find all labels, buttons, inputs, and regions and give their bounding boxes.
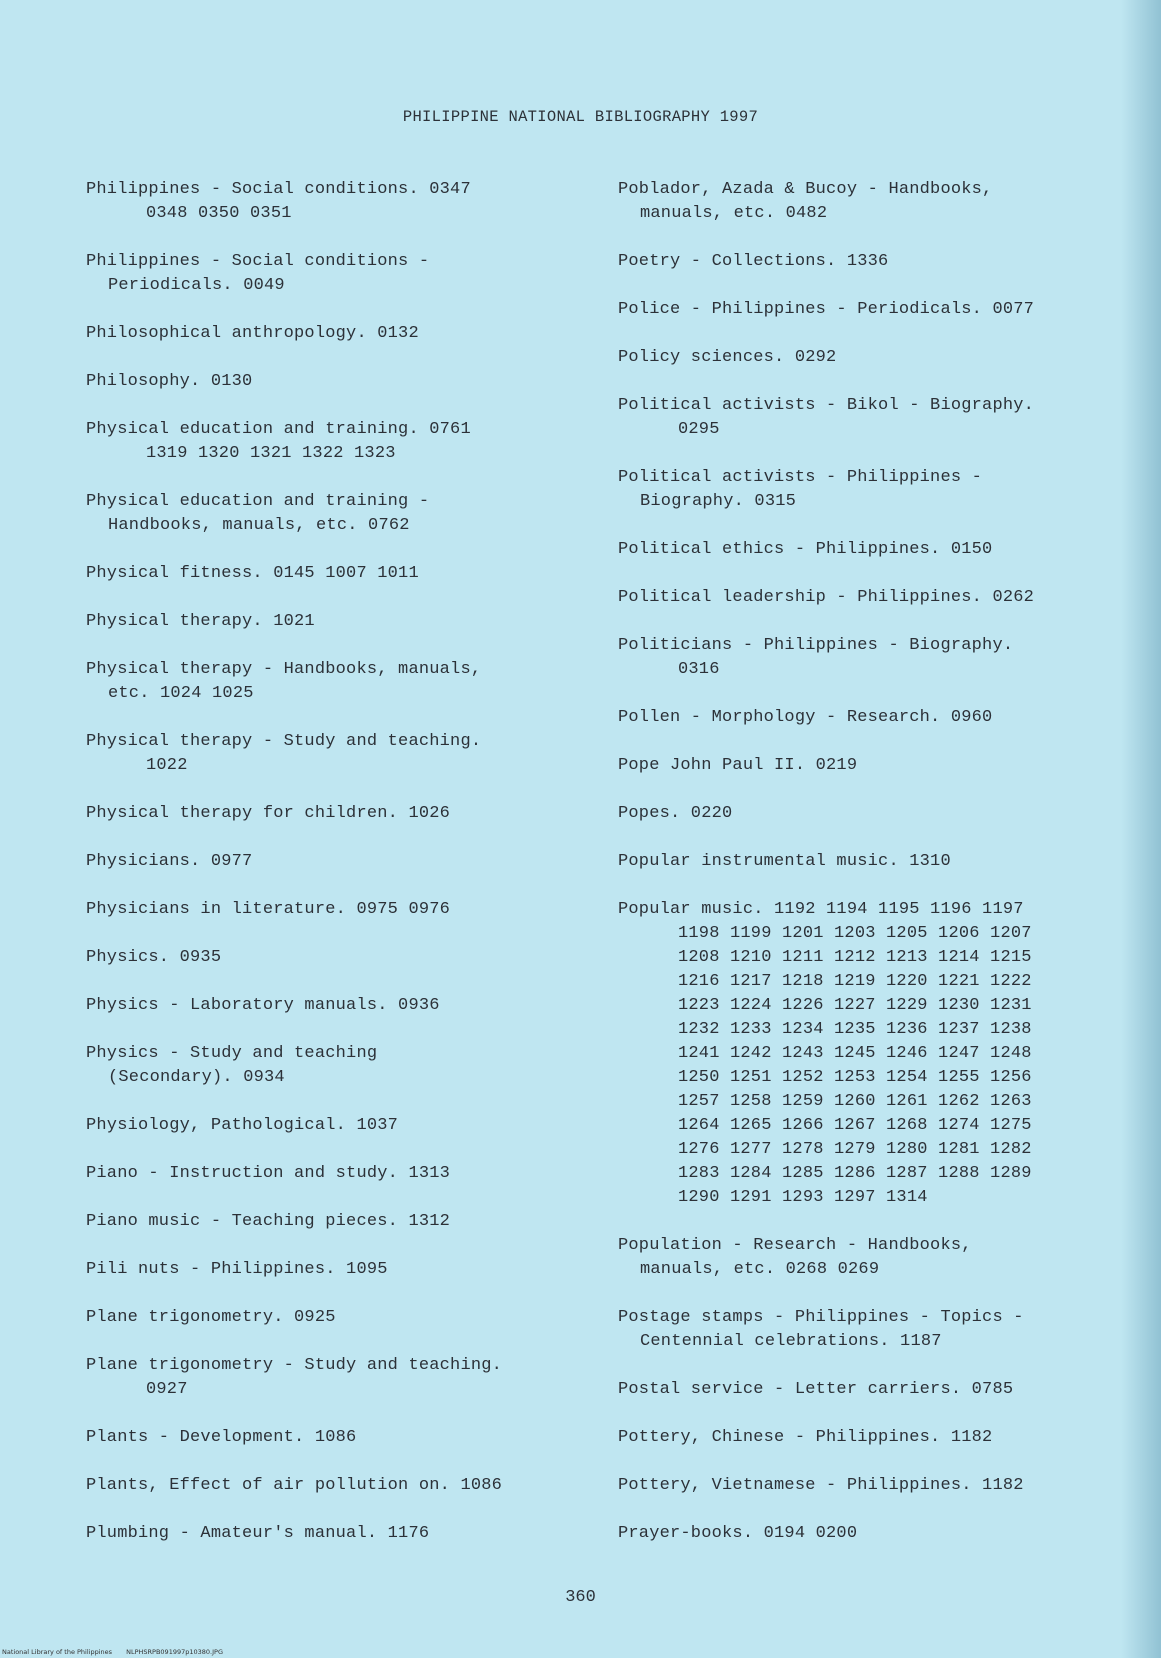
index-entry (86, 1042, 586, 1090)
entry-heading: Pottery, Chinese - Philippines. 1182 (618, 1428, 993, 1447)
index-entry (618, 394, 1138, 442)
entry-continuation: 0316 (678, 660, 720, 679)
entry-heading: Popular music. 1192 1194 1195 1196 1197 (618, 900, 1024, 919)
entry-continuation: (Secondary). 0934 (108, 1068, 285, 1087)
index-entry (618, 586, 1138, 610)
entry-continuation: Centennial celebrations. 1187 (640, 1332, 942, 1351)
entry-heading: Physicians. 0977 (86, 852, 253, 871)
index-entry (86, 610, 586, 634)
index-entry (618, 1378, 1138, 1402)
scan-footer (2, 1648, 235, 1656)
index-entry (618, 250, 1138, 274)
index-entry (86, 1522, 586, 1546)
index-entry (86, 1474, 586, 1498)
entry-heading: Physical therapy - Handbooks, manuals, (86, 660, 482, 679)
entry-heading: Philosophical anthropology. 0132 (86, 324, 419, 343)
index-entry (618, 298, 1138, 322)
entry-continuation: 1198 1199 1201 1203 1205 1206 1207 1208 1210 1211 1212 1213 1214 1215 1216 1217 1218 1219 1220 1221 1222 1223 1224 1226 1227 1229 1230 1231 1232 1233 1234 1235 1236 1237 1238 1241 1242 1243 1245 1246 1247 1248 1250 1251 1252 1253 1254 1255 1256 1257 1258 1259 1260 1261 1262 1263 1264 1265 1266 1267 1268 1274 1275 1276 1277 1278 1279 1280 1281 1282 1283 1284 1285 1286 1287 1288 1289 1290 1291 1293 1297 1314 (678, 924, 1032, 1207)
entry-heading: Postage stamps - Philippines - Topics - (618, 1308, 1024, 1327)
index-entry (86, 658, 586, 706)
entry-heading: Plane trigonometry. 0925 (86, 1308, 336, 1327)
entry-heading: Popes. 0220 (618, 804, 733, 823)
entry-continuation: 1022 (146, 756, 188, 775)
entry-heading: Political activists - Bikol - Biography. (618, 396, 1035, 415)
entry-heading: Plants, Effect of air pollution on. 1086 (86, 1476, 503, 1495)
entry-continuation: 0295 (678, 420, 720, 439)
index-entry (618, 1474, 1138, 1498)
entry-heading: Postal service - Letter carriers. 0785 (618, 1380, 1014, 1399)
entry-heading: Plants - Development. 1086 (86, 1428, 357, 1447)
entry-heading: Physical fitness. 0145 1007 1011 (86, 564, 419, 583)
index-entry (86, 250, 586, 298)
entry-heading: Physical therapy. 1021 (86, 612, 315, 631)
entry-heading: Political activists - Philippines - (618, 468, 983, 487)
entry-continuation: manuals, etc. 0268 0269 (640, 1260, 880, 1279)
entry-continuation: etc. 1024 1025 (108, 684, 254, 703)
entry-heading: Piano music - Teaching pieces. 1312 (86, 1212, 451, 1231)
index-entry (86, 178, 586, 226)
index-entry (618, 466, 1138, 514)
entry-heading: Piano - Instruction and study. 1313 (86, 1164, 451, 1183)
page-header: PHILIPPINE NATIONAL BIBLIOGRAPHY 1997 (402, 108, 759, 126)
entry-continuation: Periodicals. 0049 (108, 276, 285, 295)
index-column-left (86, 178, 586, 1570)
index-entry (618, 850, 1138, 874)
index-column-right (618, 178, 1138, 1570)
index-entry (618, 346, 1138, 370)
index-entry (86, 946, 586, 970)
entry-heading: Politicians - Philippines - Biography. (618, 636, 1014, 655)
index-entry (86, 322, 586, 346)
index-entry (86, 370, 586, 394)
entry-heading: Plumbing - Amateur's manual. 1176 (86, 1524, 430, 1543)
index-entry (86, 1426, 586, 1450)
index-entry (86, 1354, 586, 1402)
entry-continuation: 0927 (146, 1380, 188, 1399)
index-entry (86, 1162, 586, 1186)
entry-heading: Poblador, Azada & Bucoy - Handbooks, (618, 180, 993, 199)
entry-continuation: 1319 1320 1321 1322 1323 (146, 444, 396, 463)
index-entry (618, 802, 1138, 826)
entry-heading: Pili nuts - Philippines. 1095 (86, 1260, 388, 1279)
entry-heading: Physiology, Pathological. 1037 (86, 1116, 399, 1135)
index-entry (618, 1426, 1138, 1450)
footer-library: National Library of the Philippines (2, 1648, 113, 1656)
entry-heading: Popular instrumental music. 1310 (618, 852, 951, 871)
index-entry (86, 802, 586, 826)
entry-heading: Pope John Paul II. 0219 (618, 756, 858, 775)
index-entry (618, 754, 1138, 778)
index-entry (86, 1258, 586, 1282)
entry-heading: Pollen - Morphology - Research. 0960 (618, 708, 993, 727)
index-entry (618, 898, 1138, 1210)
index-entry (618, 1306, 1138, 1354)
index-entry (86, 898, 586, 922)
entry-heading: Physical education and training. 0761 (86, 420, 471, 439)
index-entry (86, 850, 586, 874)
index-entry (618, 1234, 1138, 1282)
entry-heading: Physics - Laboratory manuals. 0936 (86, 996, 440, 1015)
entry-continuation: Biography. 0315 (640, 492, 797, 511)
page-number: 360 (565, 1588, 596, 1607)
entry-continuation: Handbooks, manuals, etc. 0762 (108, 516, 410, 535)
index-entry (618, 1522, 1138, 1546)
index-entry (86, 994, 586, 1018)
index-entry (86, 730, 586, 778)
index-entry (86, 562, 586, 586)
entry-heading: Prayer-books. 0194 0200 (618, 1524, 858, 1543)
index-entry (86, 1210, 586, 1234)
entry-heading: Pottery, Vietnamese - Philippines. 1182 (618, 1476, 1024, 1495)
index-entry (618, 634, 1138, 682)
entry-heading: Political ethics - Philippines. 0150 (618, 540, 993, 559)
index-entry (618, 706, 1138, 730)
entry-heading: Poetry - Collections. 1336 (618, 252, 889, 271)
entry-heading: Philippines - Social conditions - (86, 252, 430, 271)
index-entry (618, 538, 1138, 562)
entry-heading: Political leadership - Philippines. 0262 (618, 588, 1035, 607)
entry-heading: Physical therapy for children. 1026 (86, 804, 451, 823)
index-entry (86, 418, 586, 466)
index-entry (86, 1306, 586, 1330)
entry-heading: Population - Research - Handbooks, (618, 1236, 972, 1255)
entry-heading: Physicians in literature. 0975 0976 (86, 900, 451, 919)
index-entry (618, 178, 1138, 226)
entry-heading: Plane trigonometry - Study and teaching. (86, 1356, 503, 1375)
entry-continuation: 0348 0350 0351 (146, 204, 292, 223)
entry-heading: Physical education and training - (86, 492, 430, 511)
entry-heading: Physics. 0935 (86, 948, 222, 967)
entry-continuation: manuals, etc. 0482 (640, 204, 828, 223)
entry-heading: Policy sciences. 0292 (618, 348, 837, 367)
entry-heading: Philippines - Social conditions. 0347 (86, 180, 471, 199)
entry-heading: Physical therapy - Study and teaching. (86, 732, 482, 751)
entry-heading: Physics - Study and teaching (86, 1044, 378, 1063)
entry-heading: Philosophy. 0130 (86, 372, 253, 391)
entry-heading: Police - Philippines - Periodicals. 0077 (618, 300, 1035, 319)
index-entry (86, 490, 586, 538)
index-entry (86, 1114, 586, 1138)
footer-filename: NLPHSRPB091997p10380.JPG (126, 1648, 223, 1656)
